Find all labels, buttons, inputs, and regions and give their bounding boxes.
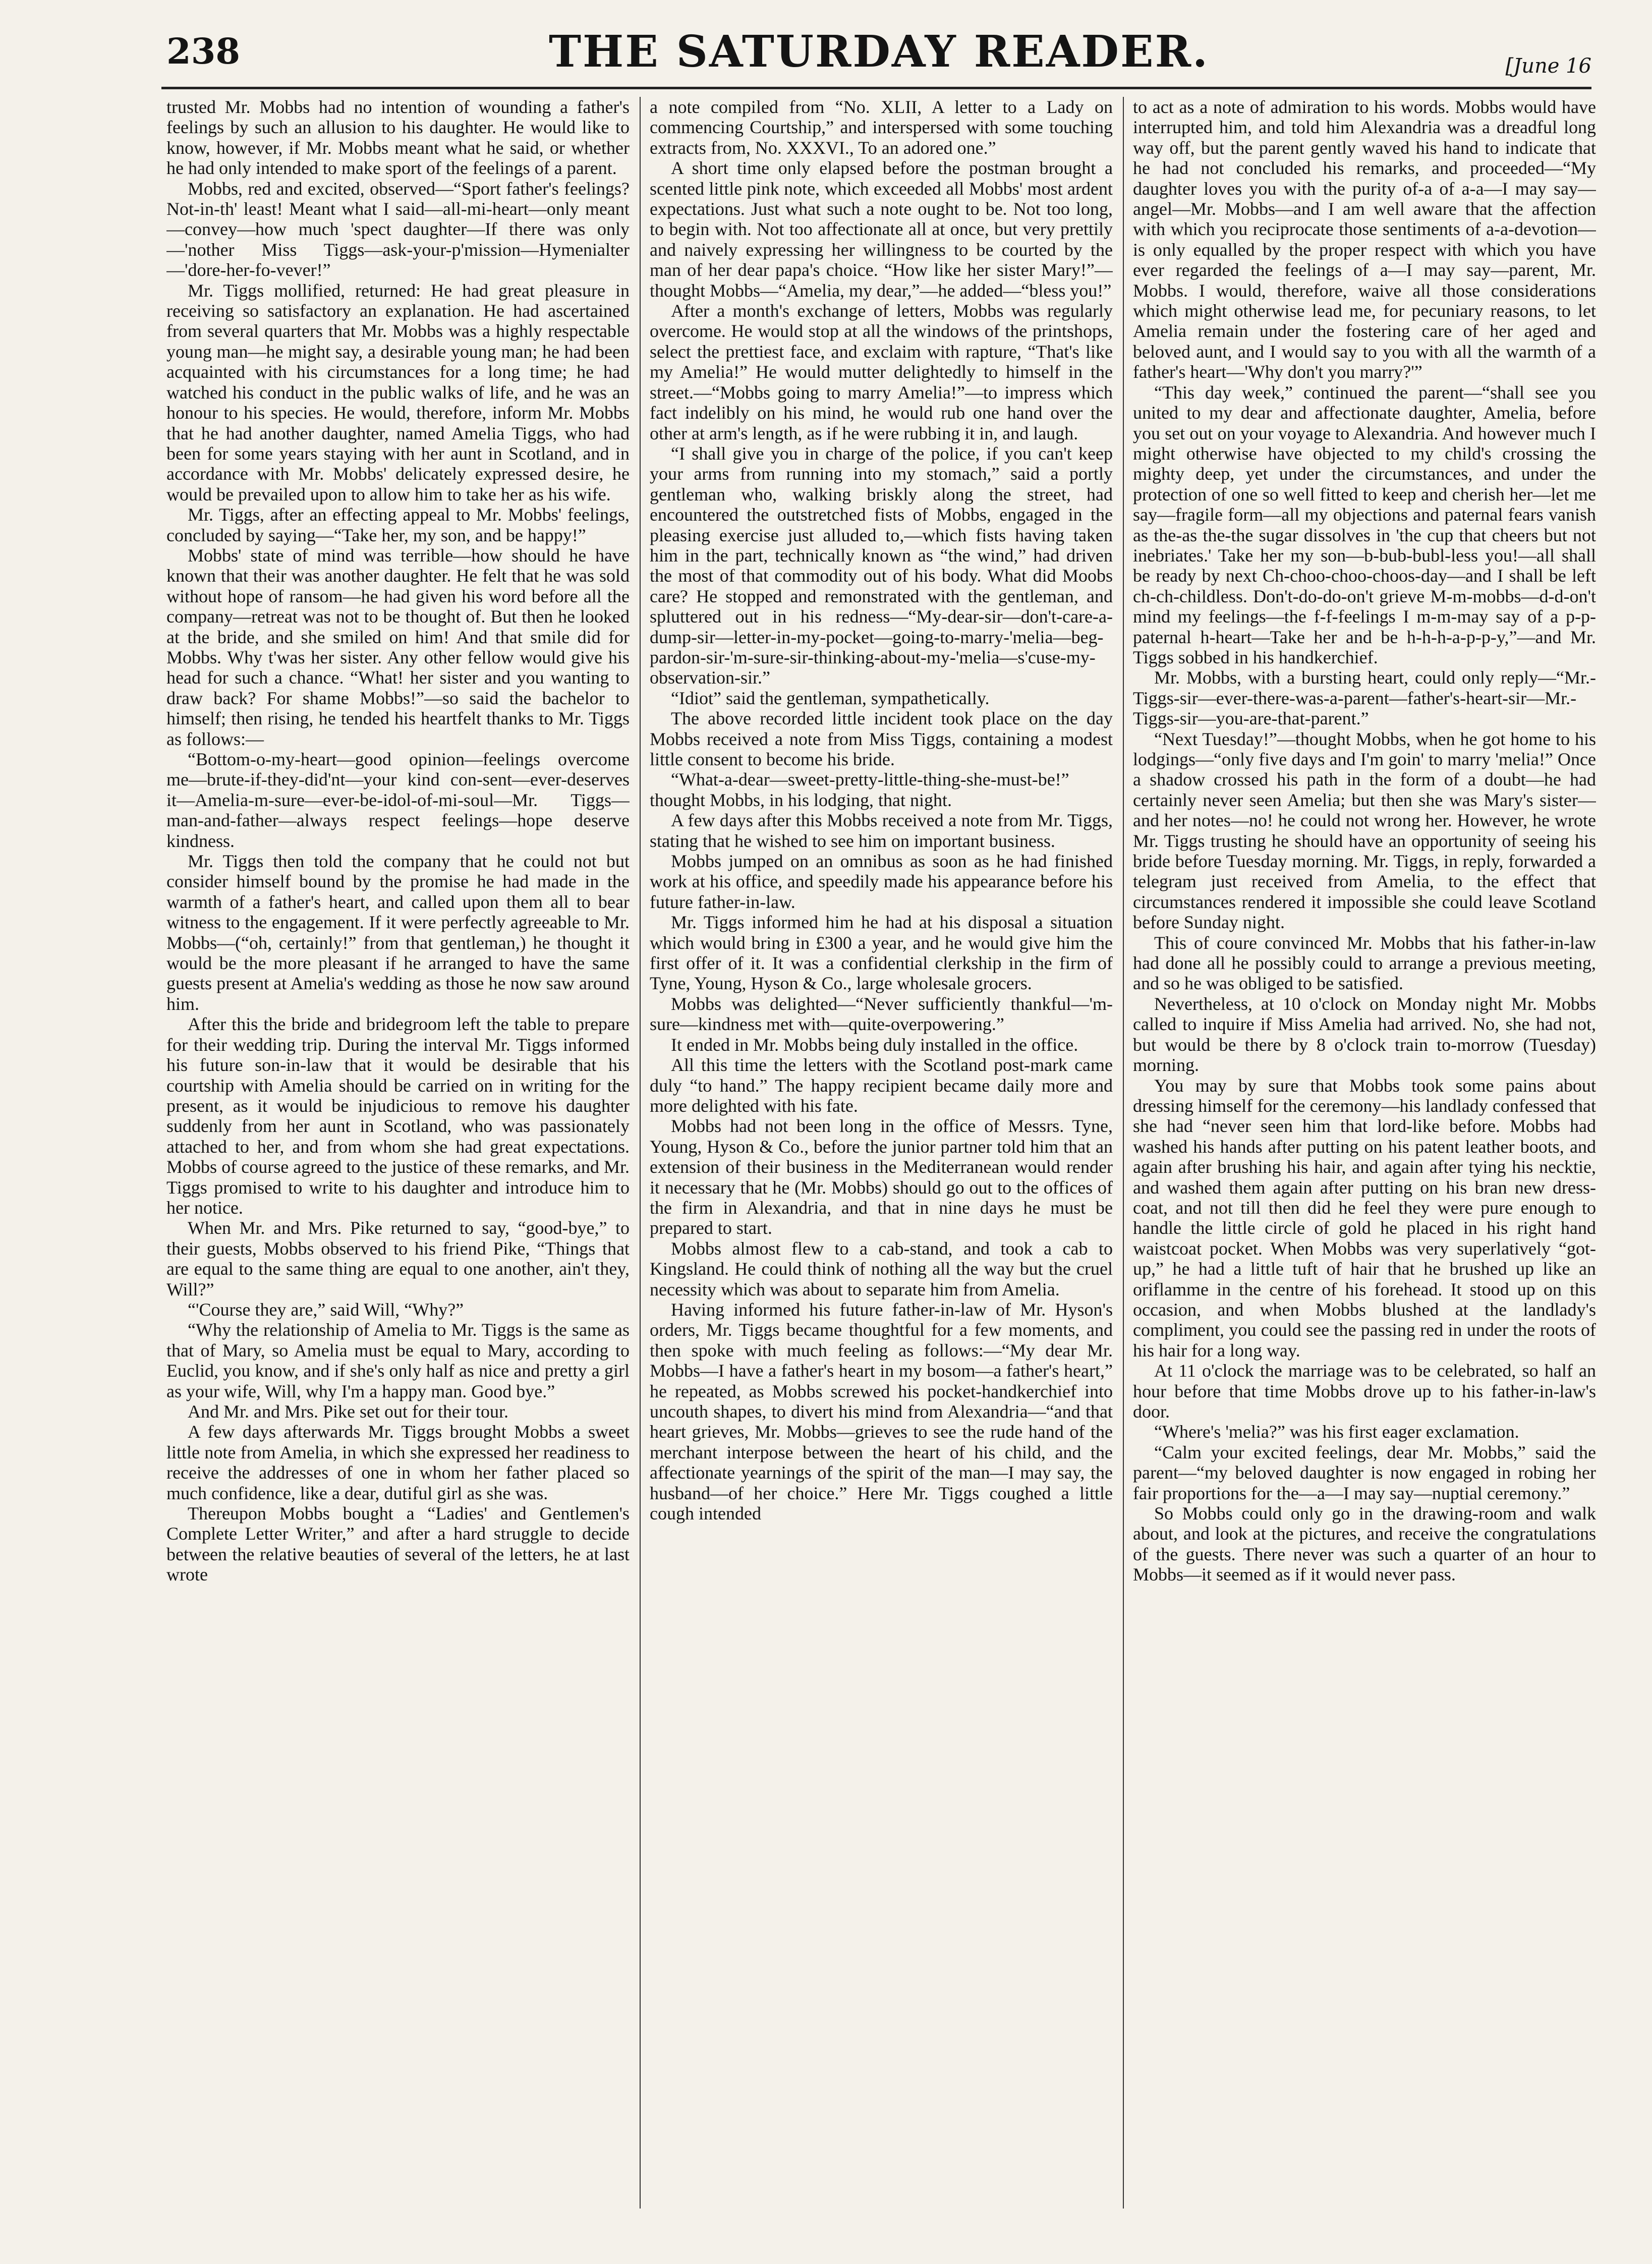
page-header	[166, 26, 1591, 87]
column-divider	[1123, 97, 1124, 2209]
article-paragraph: When Mr. and Mrs. Pike returned to say, “good-bye,” to their guests, Mobbs observed to his friend Pike, “Things that are equal to the same thing are equal to one another, ain't they, Will?”	[166, 1218, 630, 1299]
article-paragraph: This of coure convinced Mr. Mobbs that his father-in-law had done all he possibly could to arrange a previous meeting, and so he was obliged to be satisfied.	[1133, 932, 1596, 994]
article-paragraph: Mr. Tiggs informed him he had at his disposal a situation which would bring in £300 a year, and he would give him the first offer of it. It was a confidential clerkship in the firm of Tyne, Young, Hyson & Co., large wholesale grocers.	[650, 912, 1113, 994]
article-paragraph: “Calm your excited feelings, dear Mr. Mobbs,” said the parent—“my beloved daughter is now engaged in robing her fair proportions for the—a—I may say—nuptial ceremony.”	[1133, 1442, 1596, 1503]
article-paragraph: “What-a-dear—sweet-pretty-little-thing-she-must-be!” thought Mobbs, in his lodging, that night.	[650, 769, 1069, 810]
article-paragraph: After this the bride and bridegroom left the table to prepare for their wedding trip. During the interval Mr. Tiggs informed his future son-in-law that it would be desirable that his courtship with Amelia should be carried on in writing for the present, as it would be injudicious to remove his daughter suddenly from her aunt in Scotland, who was passionately attached to her, and from whom she had great expectations. Mobbs of course agreed to the justice of these remarks, and Mr. Tiggs promised to write to his daughter and introduce him to her notice.	[166, 1014, 630, 1218]
article-paragraph: And Mr. and Mrs. Pike set out for their tour.	[188, 1401, 508, 1422]
article-paragraph: After a month's exchange of letters, Mobbs was regularly overcome. He would stop at all the windows of the printshops, select the prettiest face, and exclaim with rapture, “That's like my Amelia!” He would mutter delightedly to himself in the street.—“Mobbs going to marry Amelia!”—to impress which fact indelibly on his mind, he would rub one hand over the other at arm's length, as if he were rubbing it in, and laugh.	[650, 301, 1113, 443]
column-3	[1133, 97, 1596, 2209]
column-divider	[640, 97, 641, 2209]
article-paragraph: “Idiot” said the gentleman, sympathetically.	[671, 688, 990, 708]
article-paragraph: “Bottom-o-my-heart—good opinion—feelings overcome me—brute-if-they-did'nt—your kind con-sent—ever-deserves it—Amelia-m-sure—ever-be-idol-of-mi-soul—Mr. Tiggs—man-and-father—always respect feelings—hope deserve kindness.	[166, 749, 630, 851]
article-paragraph: It ended in Mr. Mobbs being duly installed in the office.	[671, 1034, 1078, 1055]
article-paragraph: Mr. Tiggs, after an effecting appeal to Mr. Mobbs' feelings, concluded by saying—“Take her, my son, and be happy!”	[166, 504, 630, 545]
article-paragraph: The above recorded little incident took place on the day Mobbs received a note from Miss Tiggs, containing a modest little consent to become his bride.	[650, 708, 1113, 769]
article-paragraph: You may by sure that Mobbs took some pains about dressing himself for the ceremony—his landlady confessed that she had “never seen him that lord-like before. Mobbs had washed his hands after putting on his patent leather boots, and again after brushing his hair, and again after tying his necktie, and washed them again after putting on his bran new dress-coat, and not till then did he feel they were pure enough to handle the little circle of gold he placed in his right hand waistcoat pocket. When Mobbs was very superlatively “got-up,” he had a little tuft of hair that he brushed up like an oriflamme in the centre of his forehead. It stood up on this occasion, and when Mobbs blushed at the landlady's compliment, you could see the passing red in under the roots of his hair for a long way.	[1133, 1075, 1596, 1361]
page-number: 238	[166, 30, 241, 72]
column-1	[166, 97, 630, 2209]
article-paragraph: At 11 o'clock the marriage was to be celebrated, so half an hour before that time Mobbs drove up to his father-in-law's door.	[1133, 1361, 1596, 1422]
issue-date: [June 16	[1505, 54, 1591, 78]
article-paragraph: Mobbs almost flew to a cab-stand, and took a cab to Kingsland. He could think of nothing all the way but the cruel necessity which was about to separate him from Amelia.	[650, 1238, 1113, 1299]
article-paragraph: A few days afterwards Mr. Tiggs brought Mobbs a sweet little note from Amelia, in which she expressed her readiness to receive the addresses of one in whom her father placed so much confidence, like a dear, dutiful girl as she was.	[166, 1422, 630, 1503]
article-paragraph: a note compiled from “No. XLII, A letter to a Lady on commencing Courtship,” and interspersed with some touching extracts from, No. XXXVI., To an adored one.”	[650, 97, 1113, 158]
article-paragraph: A short time only elapsed before the postman brought a scented little pink note, which exceeded all Mobbs' most ardent expectations. Just what such a note ought to be. Not too long, to begin with. Not too affectionate all at once, but very prettily and naively expressing her willingness to be courted by the man of her dear papa's choice. “How like her sister Mary!”—thought Mobbs—“Amelia, my dear,”—he added—“bless you!”	[650, 158, 1113, 301]
article-paragraph: So Mobbs could only go in the drawing-room and walk about, and look at the pictures, and receive the congratulations of the guests. There never was such a quarter of an hour to Mobbs—it seemed as if it would never pass.	[1133, 1503, 1596, 1585]
article-paragraph: to act as a note of admiration to his words. Mobbs would have interrupted him, and told him Alexandria was a dreadful long way off, but the parent gently waved his hand to indicate that he had not concluded his remarks, and proceeded—“My daughter loves you with the purity of-a of a-a—I may say—angel—Mr. Mobbs—and I am well aware that the affection with which you reciprocate those sentiments of a-a-devotion—is only equalled by the proper respect with which you have ever regarded the feelings of a—I may say—parent, Mr. Mobbs. I would, therefore, waive all those considerations which might otherwise lead me, for pecuniary reasons, to let Amelia remain under the fostering care of her aged and beloved aunt, and I would say to you with all the warmth of a father's heart—'Why don't you marry?'”	[1133, 97, 1596, 382]
article-paragraph: All this time the letters with the Scotland post-mark came duly “to hand.” The happy recipient became daily more and more delighted with his fate.	[650, 1055, 1113, 1116]
article-paragraph: Having informed his future father-in-law of Mr. Hyson's orders, Mr. Tiggs became thoughtful for a few moments, and then spoke with much feeling as follows:—“My dear Mr. Mobbs—I have a father's heart in my bosom—a father's heart,” he repeated, as Mobbs screwed his pocket-handkerchief into uncouth shapes, to divert his mind from Alexandria—“and that heart grieves, Mr. Mobbs—grieves to see the rude hand of the merchant interpose between the heart of his child, and the affectionate yearnings of the spirit of the man—I may say, the husband—of her choice.” Here Mr. Tiggs coughed a little cough intended	[650, 1299, 1113, 1524]
article-paragraph: Thereupon Mobbs bought a “Ladies' and Gentlemen's Complete Letter Writer,” and after a hard struggle to decide between the relative beauties of several of the letters, he at last wrote	[166, 1503, 630, 1585]
article-paragraph: Mr. Mobbs, with a bursting heart, could only reply—“Mr.-Tiggs-sir—ever-there-was-a-parent—father's-heart-sir—Mr.-Tiggs-sir—you-are-that-parent.”	[1133, 667, 1596, 729]
article-paragraph: Mobbs was delighted—“Never sufficiently thankful—'m-sure—kindness met with—quite-overpowering.”	[650, 993, 1113, 1035]
article-paragraph: “Where's 'melia?” was his first eager exclamation.	[1154, 1422, 1519, 1442]
article-paragraph: “Next Tuesday!”—thought Mobbs, when he got home to his lodgings—“only five days and I'm goin' to marry 'melia!” Once a shadow crossed his path in the form of a doubt—he had certainly never seen Amelia; but then she was Mary's sister—and her notes—no! he could not wrong her. However, he wrote Mr. Tiggs trusting he should have an opportunity of seeing his bride before Tuesday morning. Mr. Tiggs, in reply, forwarded a telegram just received from Amelia, to the effect that circumstances rendered it impossible she could leave Scotland before Sunday night.	[1133, 728, 1596, 933]
article-paragraph: “'Course they are,” said Will, “Why?”	[188, 1299, 464, 1320]
publication-title: THE SATURDAY READER.	[549, 26, 1209, 77]
article-paragraph: “This day week,” continued the parent—“shall see you united to my dear and affectionate daughter, Amelia, before you set out on your voyage to Alexandria. And however much I might otherwise have objected to my child's crossing the mighty deep, yet under the circumstances, and under the protection of one so well fitted to keep and cherish her—let me say—fragile form—all my objections and paternal fears vanish as the-as the-the sugar dissolves in 'the cup that cheers but not inebriates.' Take her my son—b-bub-bubl-less you!—all shall be ready by next Ch-choo-choo-choos-day—and I shall be left ch-ch-childless. Don't-do-do-on't grieve M-m-mobbs—d-d-on't mind my feelings—the f-f-feelings I m-m-may say of a p-p-paternal h-heart—Take her and be h-h-h-a-p-p-y,”—and Mr. Tiggs sobbed in his handkerchief.	[1133, 382, 1596, 667]
article-paragraph: Mr. Tiggs then told the company that he could not but consider himself bound by the promise he had made in the warmth of a father's heart, and called upon them all to bear witness to the engagement. If it were perfectly agreeable to Mr. Mobbs—(“oh, certainly!” from that gentleman,) he thought it would be the more pleasant if he arranged to have the same guests present at Amelia's wedding as those he now saw around him.	[166, 851, 630, 1014]
article-paragraph: Mobbs jumped on an omnibus as soon as he had finished work at his office, and speedily made his appearance before his future father-in-law.	[650, 851, 1113, 912]
article-paragraph: “I shall give you in charge of the police, if you can't keep your arms from running into my stomach,” said a portly gentleman who, walking briskly along the street, had encountered the outstretched fists of Mobbs, engaged in the pleasing exercise just alluded to,—which fists having taken him in the part, technically known as “the wind,” had driven the most of that commodity out of his body. What did Moobs care? He stopped and remonstrated with the gentleman, and spluttered out in his redness—“My-dear-sir—don't-care-a-dump-sir—letter-in-my-pocket—going-to-marry-'melia—beg-pardon-sir-'m-sure-sir-thinking-about-my-'melia—s'cuse-my-observation-sir.”	[650, 443, 1113, 688]
article-paragraph: A few days after this Mobbs received a note from Mr. Tiggs, stating that he wished to see him on important business.	[650, 810, 1113, 851]
column-2	[650, 97, 1113, 2209]
article-paragraph: Mobbs, red and excited, observed—“Sport father's feelings? Not-in-th' least! Meant what I said—all-mi-heart—only meant—convey—how much 'spect daughter—If there was only—'nother Miss Tiggs—ask-your-p'mission—Hymenialter—'dore-her-fo-vever!”	[166, 178, 630, 280]
article-paragraph: Mobbs' state of mind was terrible—how should he have known that their was another daughter. He felt that he was sold without hope of ransom—he had given his word before all the company—retreat was not to be thought of. But then he looked at the bride, and she smiled on him! And that smile did for Mobbs. Why t'was her sister. Any other fellow would give his head for such a chance. “What! her sister and you wanting to draw back? For shame Mobbs!”—so said the bachelor to himself; then rising, he tended his heartfelt thanks to Mr. Tiggs as follows:—	[166, 545, 630, 749]
article-paragraph: Nevertheless, at 10 o'clock on Monday night Mr. Mobbs called to inquire if Miss Amelia had arrived. No, she had not, but would be there by 8 o'clock train to-morrow (Tuesday) morning.	[1133, 993, 1596, 1076]
article-paragraph: Mr. Tiggs mollified, returned: He had great pleasure in receiving so satisfactory an explanation. He had ascertained from several quarters that Mr. Mobbs was a highly respectable young man—he might say, a desirable young man; he had been acquainted with his circumstances for a long time; he had watched his conduct in the public walks of life, and he was an honour to his species. He would, therefore, inform Mr. Mobbs that he had another daughter, named Amelia Tiggs, who had been for some years staying with her aunt in Scotland, and in accordance with Mr. Mobbs' delicately expressed desire, he would be prevailed upon to allow him to take her as his wife.	[166, 280, 630, 504]
header-rule	[161, 87, 1591, 89]
article-paragraph: “Why the relationship of Amelia to Mr. Tiggs is the same as that of Mary, so Amelia must be equal to Mary, according to Euclid, you know, and if she's only half as nice and pretty a girl as your wife, Will, why I'm a happy man. Good bye.”	[166, 1320, 630, 1401]
article-columns	[166, 97, 1596, 2209]
article-paragraph: Mobbs had not been long in the office of Messrs. Tyne, Young, Hyson & Co., before the junior partner told him that an extension of their business in the Mediterranean would render it necessary that he (Mr. Mobbs) should go out to the offices of the firm in Alexandria, and that in nine days he must be prepared to start.	[650, 1116, 1113, 1238]
article-paragraph: trusted Mr. Mobbs had no intention of wounding a father's feelings by such an allusion to his daughter. He would like to know, however, if Mr. Mobbs meant what he said, or whether he had only intended to make sport of the feelings of a parent.	[166, 97, 630, 179]
